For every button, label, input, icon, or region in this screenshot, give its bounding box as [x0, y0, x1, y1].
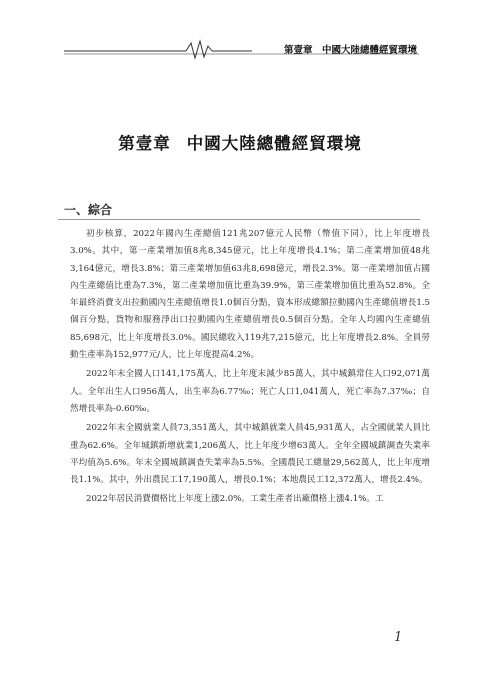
page-number: 1 — [394, 630, 403, 645]
chapter-title — [0, 130, 480, 154]
chapter-name: 中國大陸總體經貿環境 — [186, 134, 362, 153]
body-text — [70, 226, 430, 511]
running-header-title: 第壹章 中國大陸總體經貿環境 — [283, 45, 417, 56]
running-header — [64, 38, 419, 60]
paragraph-employment: 2022年末全國就業人員73,351萬人，其中城鎮就業人員45,931萬人，占全國就業人員比重為62.6%。全年城鎮新增就業1,206萬人，比上年度少增63萬人。全年全國城鎮調查失業率平均值為5.6%。年末全國城鎮調查失業率為5.5%。全國農民工總量29,562萬人，比上年度增長1.1%。其中，外出農民工17,190萬人，增長0.1%；本地農民工12,372萬人，增長2.4%。 — [70, 423, 430, 486]
section-heading: 一、綜合 — [64, 203, 113, 217]
paragraph-population: 2022年末全國人口141,175萬人，比上年度末減少85萬人，其中城鎮常住人口92,071萬人。全年出生人口956萬人，出生率為6.77‰；死亡人口1,041萬人，死亡率為7.37‰；自然增長率為-0.60‰。 — [70, 369, 430, 414]
paragraph-prices: 2022年居民消費價格比上年度上漲2.0%。工業生產者出廠價格上漲4.1%。工 — [86, 494, 384, 505]
paragraph-gdp: 初步核算，2022年國內生產總值121兆207億元人民幣（幣值下同），比上年度增長3.0%。其中，第一產業增加值8兆8,345億元，比上年度增長4.1%；第二產業增加值48兆3,164億元，增長3.8%；第三產業增加值63兆8,698億元，增長2.3%。第一產業增加值占國內生產總值比重為7.3%，第二產業增加值比重為39.9%，第三產業增加值比重為52.8%。全年最終消費支出拉動國內生產總值增長1.0個百分點，資本形成總額拉動國內生產總值增長1.5個百分點，貨物和服務淨出口拉動國內生產總值增長0.5個百分點。全年人均國內生產總值85,698元，比上年度增長3.0%。國民總收入119兆7,215億元，比上年度增長2.8%。全員勞動生產率為152,977元/人，比上年度提高4.2%。 — [70, 229, 430, 361]
section-divider — [58, 219, 420, 220]
chapter-number: 第壹章 — [118, 134, 171, 153]
